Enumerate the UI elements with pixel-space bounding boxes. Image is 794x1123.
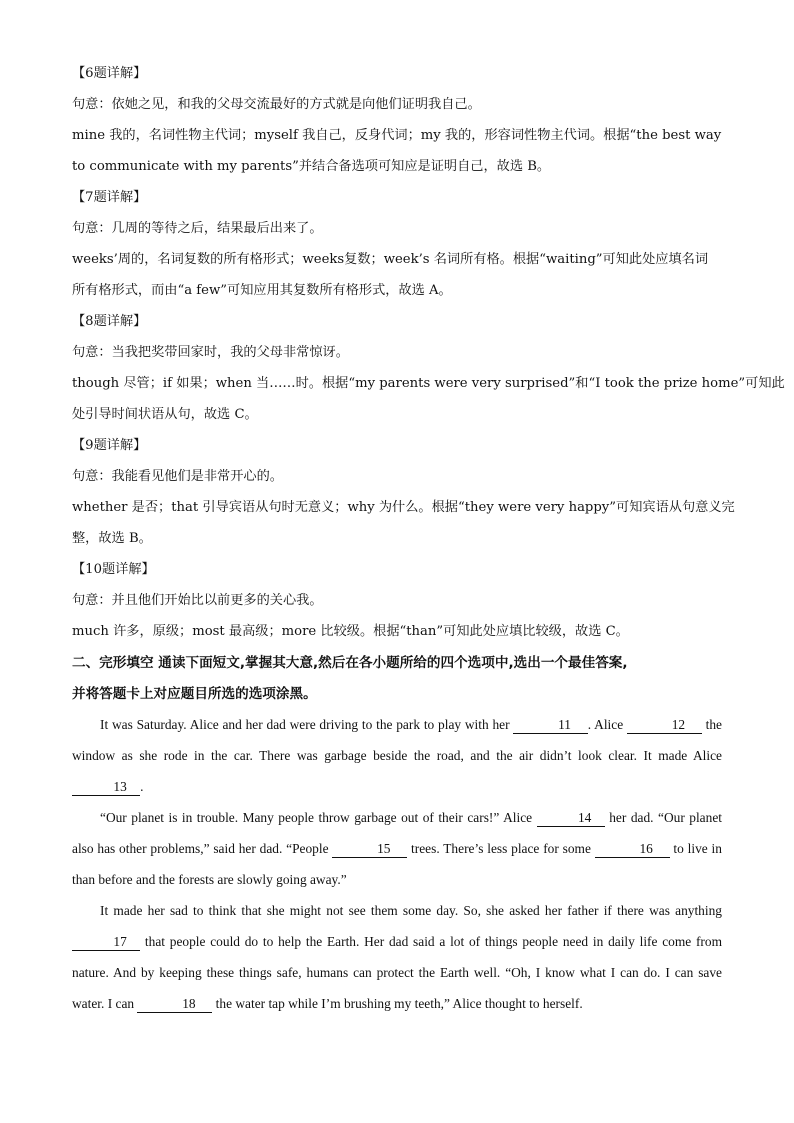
passage-paragraph <box>72 802 722 895</box>
explanation-8 <box>72 306 785 430</box>
passage-paragraph <box>72 895 722 1019</box>
section-title-line: 二、完形填空 通读下面短文,掌握其大意,然后在各小题所给的四个选项中,选出一个最佳答案, <box>72 654 628 671</box>
cloze-passage <box>72 709 722 1019</box>
explanation-line: weeks’周的，名词复数的所有格形式；weeks复数；week’s 名词所有格。根据“waiting”可知此处应填名词 <box>72 251 709 267</box>
blank-number: 13 <box>113 779 127 794</box>
passage-paragraph <box>72 709 722 802</box>
blank-17[interactable] <box>72 934 140 951</box>
passage-text: her dad. “Our planet also has other problems,” said her dad. “People <box>72 810 722 856</box>
blank-number: 14 <box>577 810 592 825</box>
explanation-line: to communicate with my parents”并结合备选项可知应是证明自己，故选 B。 <box>72 158 551 174</box>
blank-number: 15 <box>377 841 391 856</box>
blank-16[interactable] <box>595 841 670 858</box>
passage-text: . Alice <box>587 717 627 732</box>
explanation-6 <box>72 58 722 182</box>
explanation-heading: 【8题详解】 <box>72 313 147 329</box>
explanation-7 <box>72 182 722 306</box>
blank-number: 18 <box>182 996 196 1011</box>
passage-text: . <box>140 779 144 794</box>
passage-text: It made her sad to think that she might not see them some day. So, she asked her father if there was anything <box>100 903 722 918</box>
explanation-line: 句意：我能看见他们是非常开心的。 <box>72 468 283 484</box>
passage-text: the water tap while I’m brushing my teeth,” Alice thought to herself. <box>212 996 583 1011</box>
explanation-line: 句意：并且他们开始比以前更多的关心我。 <box>72 592 323 608</box>
explanation-heading: 【7题详解】 <box>72 189 147 205</box>
passage-text: that people could do to help the Earth. Her dad said a lot of things people need in daily life come from nature. And by keeping these things safe, humans can protect the Earth well. “Oh, I know what I can do. I can save water. I can <box>72 934 722 1011</box>
section-title <box>72 647 722 709</box>
explanation-line: though 尽管；if 如果；when 当……时。根据“my parents were very surprised”和“I took the prize home”可知此 <box>72 375 785 391</box>
passage-text: to live in than before and the forests are slowly going away.” <box>72 841 722 887</box>
passage-text: “Our planet is in trouble. Many people throw garbage out of their cars!” Alice <box>100 810 537 825</box>
passage-text: the window as she rode in the car. There was garbage beside the road, and the air didn’t look clear. It made Alice <box>72 717 722 763</box>
blank-number: 17 <box>113 934 127 949</box>
explanation-line: 所有格形式，而由“a few”可知应用其复数所有格形式，故选 A。 <box>72 282 452 298</box>
explanation-10 <box>72 554 722 647</box>
blank-18[interactable] <box>137 996 212 1013</box>
passage-text: trees. There’s less place for some <box>407 841 595 856</box>
explanation-heading: 【9题详解】 <box>72 437 147 453</box>
explanation-line: 句意：当我把奖带回家时，我的父母非常惊讶。 <box>72 344 349 360</box>
explanation-line: whether 是否；that 引导宾语从句时无意义；why 为什么。根据“they were very happy”可知宾语从句意义完 <box>72 499 735 515</box>
explanation-line: mine 我的，名词性物主代词；myself 我自己，反身代词；my 我的，形容词性物主代词。根据“the best way <box>72 127 722 143</box>
blank-number: 16 <box>639 841 653 856</box>
explanation-heading: 【10题详解】 <box>72 561 155 577</box>
explanation-heading: 【6题详解】 <box>72 65 147 81</box>
section-title-line: 并将答题卡上对应题目所选的选项涂黑。 <box>72 685 317 702</box>
explanation-9 <box>72 430 735 554</box>
explanation-line: 处引导时间状语从句，故选 C。 <box>72 406 258 422</box>
explanation-line: 整，故选 B。 <box>72 530 152 546</box>
blank-15[interactable] <box>332 841 407 858</box>
explanation-line: 句意：依她之见，和我的父母交流最好的方式就是向他们证明我自己。 <box>72 96 481 112</box>
blank-number: 12 <box>671 717 686 732</box>
explanation-line: much 许多，原级；most 最高级；more 比较级。根据“than”可知此处应填比较级，故选 C。 <box>72 623 629 639</box>
blank-14[interactable] <box>537 810 605 827</box>
explanation-line: 句意：几周的等待之后，结果最后出来了。 <box>72 220 323 236</box>
blank-12[interactable] <box>627 717 702 734</box>
blank-number: 11 <box>558 717 572 732</box>
blank-11[interactable] <box>513 717 587 734</box>
passage-text: It was Saturday. Alice and her dad were driving to the park to play with her <box>100 717 514 732</box>
blank-13[interactable] <box>72 779 140 796</box>
document-page <box>72 58 785 1019</box>
